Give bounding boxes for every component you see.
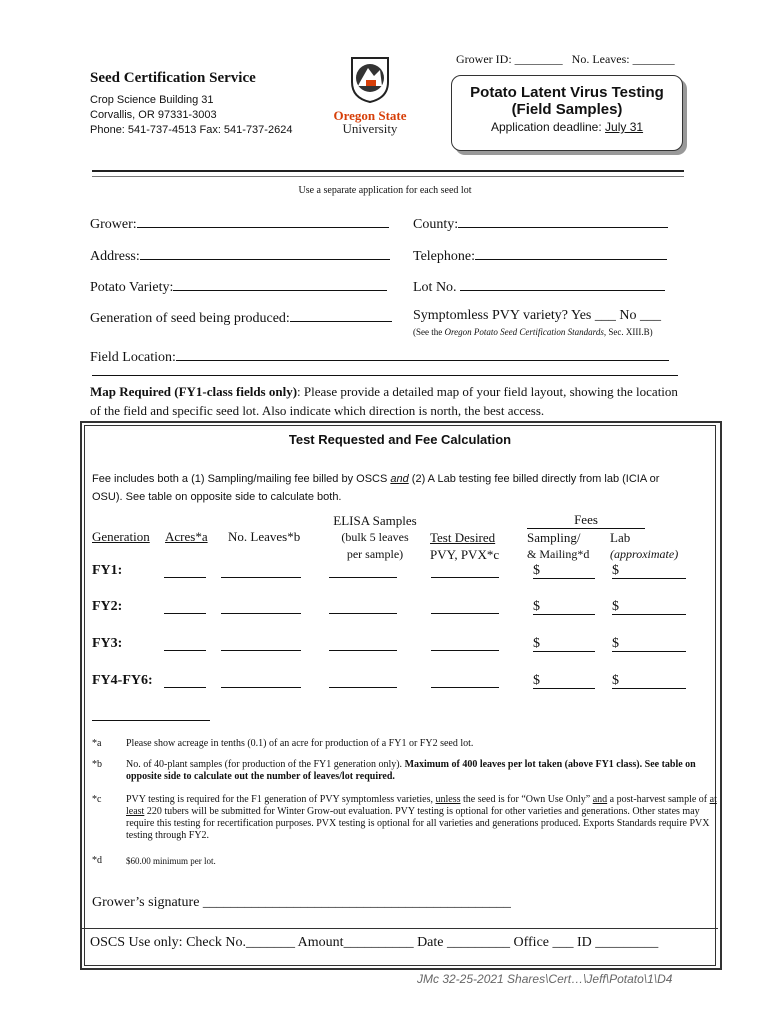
col-lab-1: Lab (610, 530, 631, 545)
footer-reference: JMc 32-25-2021 Shares\Cert…\Jeff\Potato\1\D4 (417, 972, 673, 986)
oscs-use-only: OSCS Use only: Check No._______ Amount__________ Date _________ Office ___ ID _________ (90, 935, 659, 950)
test-input[interactable] (431, 687, 499, 688)
col-elisa-2: (bulk 5 leaves (341, 530, 409, 544)
address-line-1: Crop Science Building 31 (90, 94, 214, 106)
standards-note (413, 327, 653, 337)
grower-id-field[interactable] (456, 52, 675, 67)
deadline (452, 120, 682, 134)
phone-line: Phone: 541-737-4513 Fax: 541-737-2624 (90, 124, 293, 136)
fc-u3: at least (126, 794, 717, 817)
separate-lot-note: Use a separate application for each seed lot (298, 185, 472, 196)
col-acres: Acres*a (165, 529, 208, 544)
generation-input[interactable] (290, 308, 392, 322)
lot-input[interactable] (460, 277, 665, 291)
map-note-line-2: of the field and specific seed lot. Also indicate which direction is north, the best access. (90, 403, 545, 418)
fc-u1: unless (435, 794, 461, 805)
acres-input[interactable] (164, 687, 206, 688)
col-sampling-2: & Mailing*d (527, 547, 590, 561)
deadline-date: July 31 (605, 120, 644, 134)
col-test (430, 529, 499, 563)
form-subtitle: (Field Samples) (511, 101, 623, 118)
generation-field[interactable] (90, 308, 392, 327)
fc-p3: a post-harvest sample of (607, 794, 710, 805)
lot-label: Lot No. (413, 280, 457, 295)
address-field[interactable] (90, 246, 390, 265)
address-line-2: Corvallis, OR 97331-3003 (90, 109, 217, 121)
footnote-c-key: *c (92, 794, 102, 805)
org-address (90, 93, 292, 138)
col-elisa-1: ELISA Samples (333, 513, 417, 528)
elisa-input[interactable] (329, 577, 397, 578)
title-box (451, 75, 683, 151)
fc-p4: 220 tubers will be submitted for Winter Grow-out evaluation. PVY testing is optional for other varieties and generations. Other states may require this testing for recertification purposes. PVX testing is optional for all varieties and generations produced. Exports Standards require PVX testing through FY2. (126, 806, 710, 841)
row-generation-label: FY4-FY6: (92, 673, 153, 688)
field-location-field[interactable] (90, 347, 669, 366)
footnote-b-text (126, 759, 724, 783)
county-label: County: (413, 217, 459, 232)
col-generation: Generation (92, 529, 150, 544)
county-input[interactable] (458, 214, 668, 228)
fee-description (92, 470, 702, 506)
deadline-label: Application deadline: (490, 120, 606, 134)
form-title: Potato Latent Virus Testing (470, 84, 664, 101)
grower-signature-field[interactable]: Grower’s signature ____________________________________________ (92, 895, 511, 910)
lab-fee-input[interactable]: $ (612, 673, 686, 689)
footnote-b-plain: No. of 40-plant samples (for production of the FY1 generation only). (126, 759, 405, 770)
col-test-1: Test Desired (430, 530, 496, 545)
leaves-input[interactable] (221, 613, 301, 614)
col-lab-2: (approximate) (610, 547, 679, 561)
generation-label: Generation of seed being produced: (90, 311, 290, 326)
acres-input[interactable] (164, 577, 206, 578)
standards-title: Oregon Potato Seed Certification Standards (444, 327, 604, 337)
field-location-input[interactable] (176, 347, 669, 361)
footnote-b-key: *b (92, 759, 102, 770)
address-input[interactable] (140, 246, 390, 260)
row-generation-label: FY3: (92, 636, 123, 651)
row-generation-label: FY2: (92, 599, 123, 614)
variety-field[interactable] (90, 277, 387, 296)
col-fees: Fees (527, 512, 645, 529)
variety-input[interactable] (173, 277, 387, 291)
col-leaves: No. Leaves*b (228, 529, 301, 544)
test-input[interactable] (431, 613, 499, 614)
osc-divider (80, 928, 718, 929)
telephone-label: Telephone: (413, 249, 475, 264)
col-sampling (527, 529, 589, 563)
footnote-c-text (126, 794, 724, 842)
map-required-title: Map Required (FY1-class fields only) (90, 384, 298, 399)
telephone-field[interactable] (413, 246, 667, 265)
lab-fee-input[interactable]: $ (612, 563, 686, 579)
field-location-line-2[interactable] (92, 375, 678, 376)
col-elisa-3: per sample) (346, 547, 404, 561)
test-input[interactable] (431, 650, 499, 651)
lab-fee-input[interactable]: $ (612, 636, 686, 652)
map-note-line-1: : Please provide a detailed map of your field layout, showing the location (297, 384, 678, 399)
logo-line-1: Oregon State (333, 108, 407, 123)
sampling-fee-input[interactable]: $ (533, 599, 595, 615)
fee-desc-and: and (390, 473, 409, 485)
leaves-input[interactable] (221, 577, 301, 578)
elisa-input[interactable] (329, 613, 397, 614)
osu-seal-icon (330, 52, 410, 104)
osu-logo (330, 52, 410, 136)
footnote-a-text: Please show acreage in tenths (0.1) of an acre for production of a FY1 or FY2 seed lot. (126, 738, 474, 749)
org-name: Seed Certification Service (90, 70, 256, 86)
col-lab (610, 529, 678, 563)
logo-line-2: University (342, 121, 398, 136)
test-input[interactable] (431, 577, 499, 578)
fee-desc-1b: (2) A Lab testing fee billed directly from lab (ICIA or (408, 473, 660, 485)
symptomless-field[interactable]: Symptomless PVY variety? Yes ___ No ___ (413, 308, 661, 323)
col-test-2: PVY, PVX*c (430, 547, 500, 562)
footnote-b-bold: Maximum of 400 leaves per lot taken (above FY1 class). See table on opposite side to calculate out the number of leaves/lot required. (126, 759, 696, 782)
standards-note-post: , Sec. XIII.B) (603, 327, 653, 337)
sampling-fee-input[interactable]: $ (533, 636, 595, 652)
address-label: Address: (90, 249, 140, 264)
leaves-input[interactable] (221, 687, 301, 688)
lab-fee-input[interactable]: $ (612, 599, 686, 615)
footnote-d-key: *d (92, 855, 102, 866)
elisa-input[interactable] (329, 650, 397, 651)
county-field[interactable] (413, 214, 668, 233)
standards-note-pre: (See the (413, 327, 445, 337)
fc-p1: PVY testing is required for the F1 generation of PVY symptomless varieties, (126, 794, 436, 805)
sampling-fee-input[interactable]: $ (533, 563, 595, 579)
fc-u2: and (592, 794, 608, 805)
grower-field[interactable] (90, 214, 389, 233)
telephone-input[interactable] (475, 246, 667, 260)
footnote-divider (92, 720, 210, 721)
elisa-input[interactable] (329, 687, 397, 688)
fee-desc-2: OSU). See table on opposite side to calculate both. (92, 491, 342, 503)
map-required-note (90, 382, 690, 420)
grower-input[interactable] (137, 214, 389, 228)
col-sampling-1: Sampling/ (527, 530, 581, 545)
variety-label: Potato Variety: (90, 280, 174, 295)
lot-field[interactable] (413, 277, 665, 296)
fc-p2: the seed is for “Own Use Only” (460, 794, 593, 805)
acres-input[interactable] (164, 650, 206, 651)
grower-label: Grower: (90, 217, 137, 232)
sampling-fee-input[interactable]: $ (533, 673, 595, 689)
no-leaves-label: No. Leaves: _______ (571, 52, 675, 66)
fee-section-title: Test Requested and Fee Calculation (288, 432, 512, 447)
fee-desc-1: Fee includes both a (1) Sampling/mailing fee billed by OSCS (92, 473, 391, 485)
header-divider (92, 170, 684, 177)
field-location-label: Field Location: (90, 350, 176, 365)
row-generation-label: FY1: (92, 563, 123, 578)
footnote-a-key: *a (92, 738, 102, 749)
col-elisa (316, 512, 434, 563)
acres-input[interactable] (164, 613, 206, 614)
grower-id-label: Grower ID: ________ (456, 52, 563, 66)
leaves-input[interactable] (221, 650, 301, 651)
footnote-d-text: $60.00 minimum per lot. (126, 856, 216, 866)
